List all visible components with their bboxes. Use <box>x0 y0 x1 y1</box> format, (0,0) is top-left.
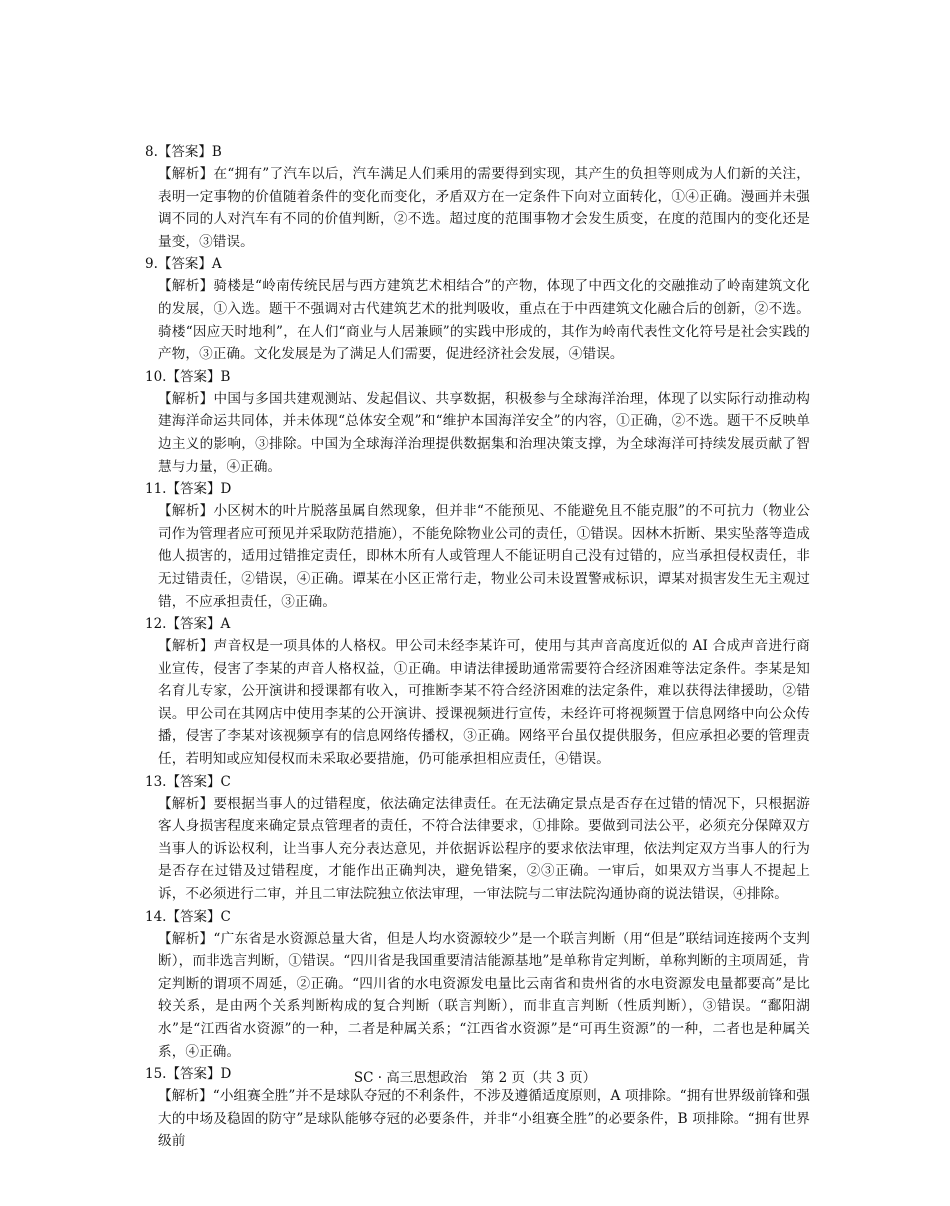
explanation-paragraph: 【解析】骑楼是“岭南传统民居与西方建筑艺术相结合”的产物，体现了中西文化的交融推动了岭南建筑文化的发展，①入选。题干不强调对古代建筑艺术的批判吸收，重点在于中西建筑文化融合后的创新，②不选。骑楼“因应天时地利”，在人们“商业与人居兼顾”的实践中形成的，其作为岭南代表性文化符号是社会实践的产物，③正确。文化发展是为了满足人们需要，促进经济社会发展，④错误。 <box>158 278 810 363</box>
explanation-paragraph: 【解析】在“拥有”了汽车以后，汽车满足人们乘用的需要得到实现，其产生的负担等则成为人们新的关注，表明一定事物的价值随着条件的变化而变化，矛盾双方在一定条件下向对立面转化，①④正确。漫画并未强调不同的人对汽车有不同的价值判断，②不选。超过度的范围事物才会发生质变，在度的范围内的变化还是量变，③错误。 <box>158 166 810 250</box>
answer-line: 8.【答案】B <box>145 144 222 160</box>
explanation-paragraph: 【解析】“小组赛全胜”并不是球队夺冠的不利条件，不涉及遵循适度原则，A 项排除。“拥有世界级前锋和强大的中场及稳固的防守”是球队能够夺冠的必要条件，并非“小组赛全胜”的必要条件，B 项排除。“拥有世界级前 <box>158 1088 810 1150</box>
answer-line: 9.【答案】A <box>145 256 222 273</box>
question-9 <box>145 253 810 365</box>
answer-line: 10.【答案】B <box>145 368 231 385</box>
explanation-paragraph: 【解析】“广东省是水资源总量大省，但是人均水资源较少”是一个联言判断（用“但是”联结词连接两个支判断），而非选言判断，①错误。“四川省是我国重要清洁能源基地”是单称肯定判断，单称判断的主项周延，肯定判断的谓项不周延，②正确。“四川省的水电资源发电量比云南省和贵州省的水电资源发电量都要高”是比较关系，是由两个关系判断构成的复合判断（联言判断），而非直言判断（性质判断），③错误。“鄱阳湖水”是“江西省水资源”的一种，二者是种属关系；“江西省水资源”是“可再生资源”的一种，二者也是种属关系，④正确。 <box>158 930 810 1060</box>
explanation-paragraph: 【解析】小区树木的叶片脱落虽属自然现象，但并非“不能预见、不能避免且不能克服”的不可抗力（物业公司作为管理者应可预见并采取防范措施），不能免除物业公司的责任，①错误。因林木折断、果实坠落等造成他人损害的，适用过错推定责任，即林木所有人或管理人不能证明自己没有过错的，应当承担侵权责任，非无过错责任，②错误，④正确。谭某在小区正常行走，物业公司未设置警戒标识，谭某对损害发生无主观过错，不应承担责任，③正确。 <box>158 503 810 610</box>
answer-line: 13.【答案】C <box>145 773 231 790</box>
explanation-paragraph: 【解析】声音权是一项具体的人格权。甲公司未经李某许可，使用与其声音高度近似的 AI 合成声音进行商业宣传，侵害了李某的声音人格权益，①正确。申请法律援助通常需要符合经济困难等法定条件。李某是知名育儿专家，公开演讲和授课都有收入，可推断李某不符合经济困难的法定条件，难以获得法律援助，②错误。甲公司在其网店中使用李某的公开演讲、授课视频进行宣传，未经许可将视频置于信息网络中向公众传播，侵害了李某对该视频享有的信息网络传播权，③正确。网络平台虽仅提供服务，但应承担必要的管理责任，若明知或应知侵权而未采取必要措施，仍可能承担相应责任，④错误。 <box>158 638 810 768</box>
question-14 <box>145 906 810 1064</box>
answer-line: 11.【答案】D <box>145 481 232 498</box>
answer-explanation-page <box>145 141 810 1153</box>
question-10 <box>145 366 810 478</box>
question-8 <box>145 141 810 253</box>
answer-line: 12.【答案】A <box>145 616 231 633</box>
question-11 <box>145 478 810 613</box>
answer-line: 14.【答案】C <box>145 908 231 925</box>
explanation-paragraph: 【解析】要根据当事人的过错程度，依法确定法律责任。在无法确定景点是否存在过错的情况下，只根据游客人身损害程度来确定景点管理者的责任，不符合法律要求，①排除。要做到司法公平，必须充分保障双方当事人的诉讼权利，让当事人充分表达意见，并依据诉讼程序的要求依法审理，依法判定双方当事人的行为是否存在过错及过错程度，才能作出正确判决，避免错案，②③正确。一审后，如果双方当事人不提起上诉，不必须进行二审，并且二审法院独立依法审理，一审法院与二审法院沟通协商的说法错误，④排除。 <box>158 795 810 903</box>
explanation-paragraph: 【解析】中国与多国共建观测站、发起倡议、共享数据，积极参与全球海洋治理，体现了以实际行动推动构建海洋命运共同体，并未体现“总体安全观”和“维护本国海洋安全”的内容，①正确，②不选。题干不反映单边主义的影响，③排除。中国为全球海洋治理提供数据集和治理决策支撑，为全球海洋可持续发展贡献了智慧与力量，④正确。 <box>158 390 810 475</box>
question-12 <box>145 613 810 771</box>
question-13 <box>145 771 810 906</box>
page-footer: SC · 高三思想政治 第 2 页（共 3 页） <box>353 1070 597 1086</box>
answer-line: 15.【答案】D <box>145 1066 232 1083</box>
